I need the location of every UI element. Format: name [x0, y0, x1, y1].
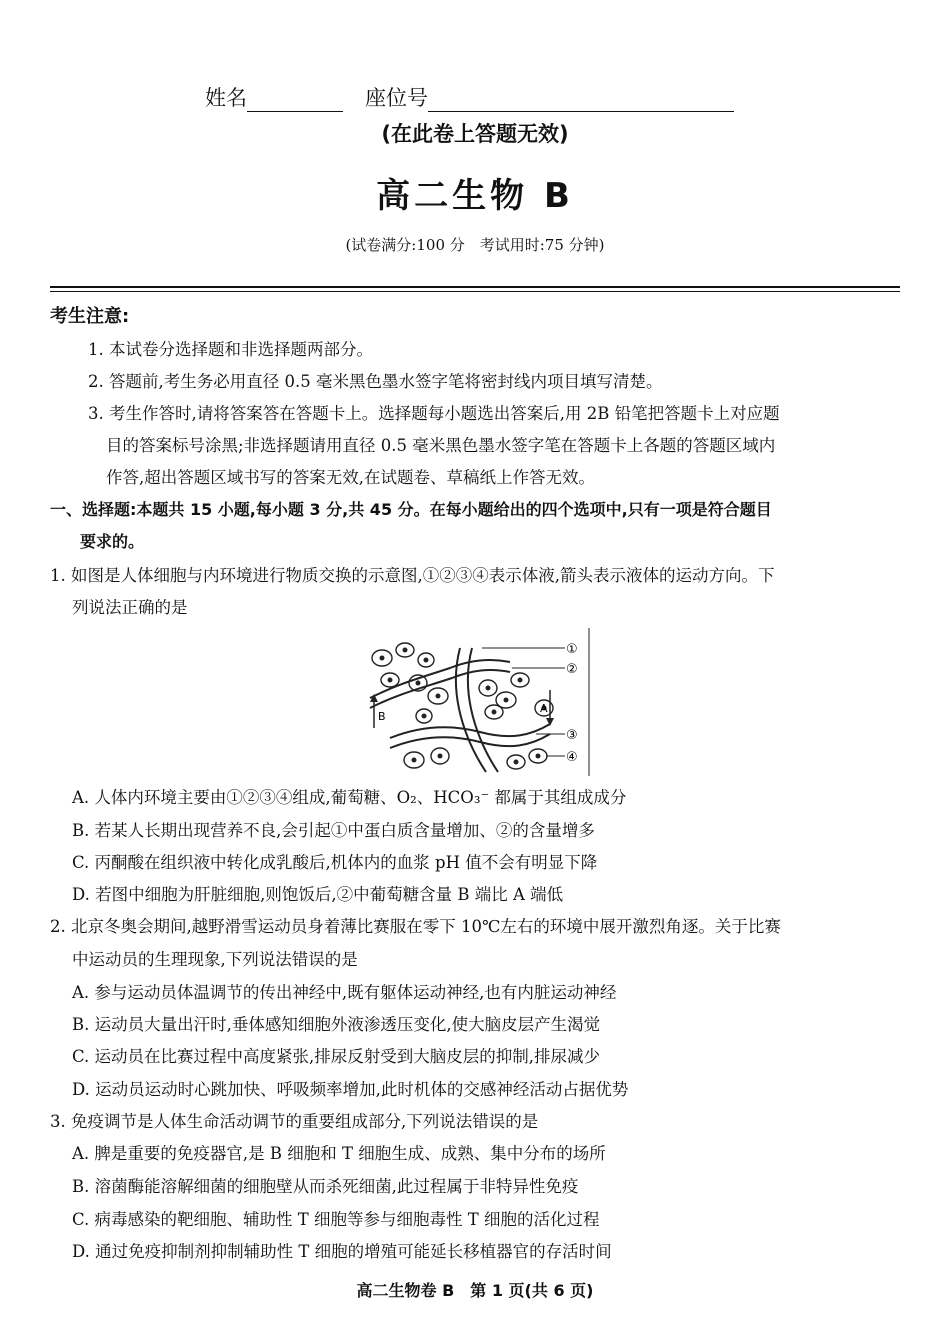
name-label: 姓名 [205, 86, 247, 110]
label-2: ② [566, 662, 578, 677]
label-b: B [378, 710, 386, 723]
question-2-stem-cont: 中运动员的生理现象,下列说法错误的是 [72, 950, 358, 969]
question-1-option-c: C. 丙酮酸在组织液中转化成乳酸后,机体内的血浆 pH 值不会有明显下降 [72, 853, 598, 872]
question-3-option-a: A. 脾是重要的免疫器官,是 B 细胞和 T 细胞生成、成熟、集中分布的场所 [72, 1144, 606, 1163]
instruction-item: 3. 考生作答时,请将答案答在答题卡上。选择题每小题选出答案后,用 2B 铅笔把答题卡上对应题 [88, 404, 780, 423]
instruction-item: 2. 答题前,考生务必用直径 0.5 毫米黑色墨水签字笔将密封线内项目填写清楚。 [88, 372, 663, 391]
name-seat-line [205, 82, 734, 112]
instruction-item: 目的答案标号涂黑;非选择题请用直径 0.5 毫米黑色墨水签字笔在答题卡上各题的答题区域内 [106, 436, 776, 455]
instruction-item: 1. 本试卷分选择题和非选择题两部分。 [88, 340, 373, 359]
label-a: A [540, 702, 548, 715]
name-blank [247, 93, 343, 112]
question-1-option-a: A. 人体内环境主要由①②③④组成,葡萄糖、O₂、HCO₃⁻ 都属于其组成成分 [72, 788, 627, 807]
question-2-option-a: A. 参与运动员体温调节的传出神经中,既有躯体运动神经,也有内脏运动神经 [72, 983, 617, 1002]
seat-label: 座位号 [365, 86, 428, 110]
instruction-item: 作答,超出答题区域书写的答案无效,在试题卷、草稿纸上作答无效。 [106, 468, 595, 487]
question-1-stem: 1. 如图是人体细胞与内环境进行物质交换的示意图,①②③④表示体液,箭头表示液体的运动方向。下 [50, 566, 775, 585]
question-3-option-d: D. 通过免疫抑制剂抑制辅助性 T 细胞的增殖可能延长移植器官的存活时间 [72, 1242, 612, 1261]
label-1: ① [566, 642, 578, 657]
page-footer: 高二生物卷 B 第 1 页(共 6 页) [356, 1281, 594, 1300]
label-3: ③ [566, 728, 578, 743]
question-3-option-b: B. 溶菌酶能溶解细菌的细胞壁从而杀死细菌,此过程属于非特异性免疫 [72, 1177, 579, 1196]
question-2-option-b: B. 运动员大量出汗时,垂体感知细胞外液渗透压变化,使大脑皮层产生渴觉 [72, 1015, 601, 1034]
section-heading: 一、选择题:本题共 15 小题,每小题 3 分,共 45 分。在每小题给出的四个选项中,只有一项是符合题目 [50, 500, 772, 519]
question-2-option-d: D. 运动员运动时心跳加快、呼吸频率增加,此时机体的交感神经活动占据优势 [72, 1080, 629, 1099]
seat-blank [428, 93, 734, 112]
invalid-notice: (在此卷上答题无效) [381, 122, 569, 146]
body-fluid-diagram [360, 628, 592, 776]
question-3-stem: 3. 免疫调节是人体生命活动调节的重要组成部分,下列说法错误的是 [50, 1112, 539, 1131]
instructions-heading: 考生注意: [50, 306, 130, 327]
label-4: ④ [566, 750, 578, 765]
page-title: 高二生物 B [376, 176, 574, 216]
question-2-option-c: C. 运动员在比赛过程中高度紧张,排尿反射受到大脑皮层的抑制,排尿减少 [72, 1047, 601, 1066]
divider-thin [50, 291, 900, 292]
question-1-option-b: B. 若某人长期出现营养不良,会引起①中蛋白质含量增加、②的含量增多 [72, 821, 595, 840]
question-2-stem: 2. 北京冬奥会期间,越野滑雪运动员身着薄比赛服在零下 10℃左右的环境中展开激烈角逐。关于比赛 [50, 917, 781, 936]
divider-thick [50, 286, 900, 288]
question-1-stem-cont: 列说法正确的是 [72, 598, 188, 617]
exam-info: (试卷满分:100 分 考试用时:75 分钟) [345, 236, 605, 254]
question-1-option-d: D. 若图中细胞为肝脏细胞,则饱饭后,②中葡萄糖含量 B 端比 A 端低 [72, 885, 564, 904]
question-3-option-c: C. 病毒感染的靶细胞、辅助性 T 细胞等参与细胞毒性 T 细胞的活化过程 [72, 1210, 600, 1229]
section-heading-cont: 要求的。 [80, 532, 145, 551]
